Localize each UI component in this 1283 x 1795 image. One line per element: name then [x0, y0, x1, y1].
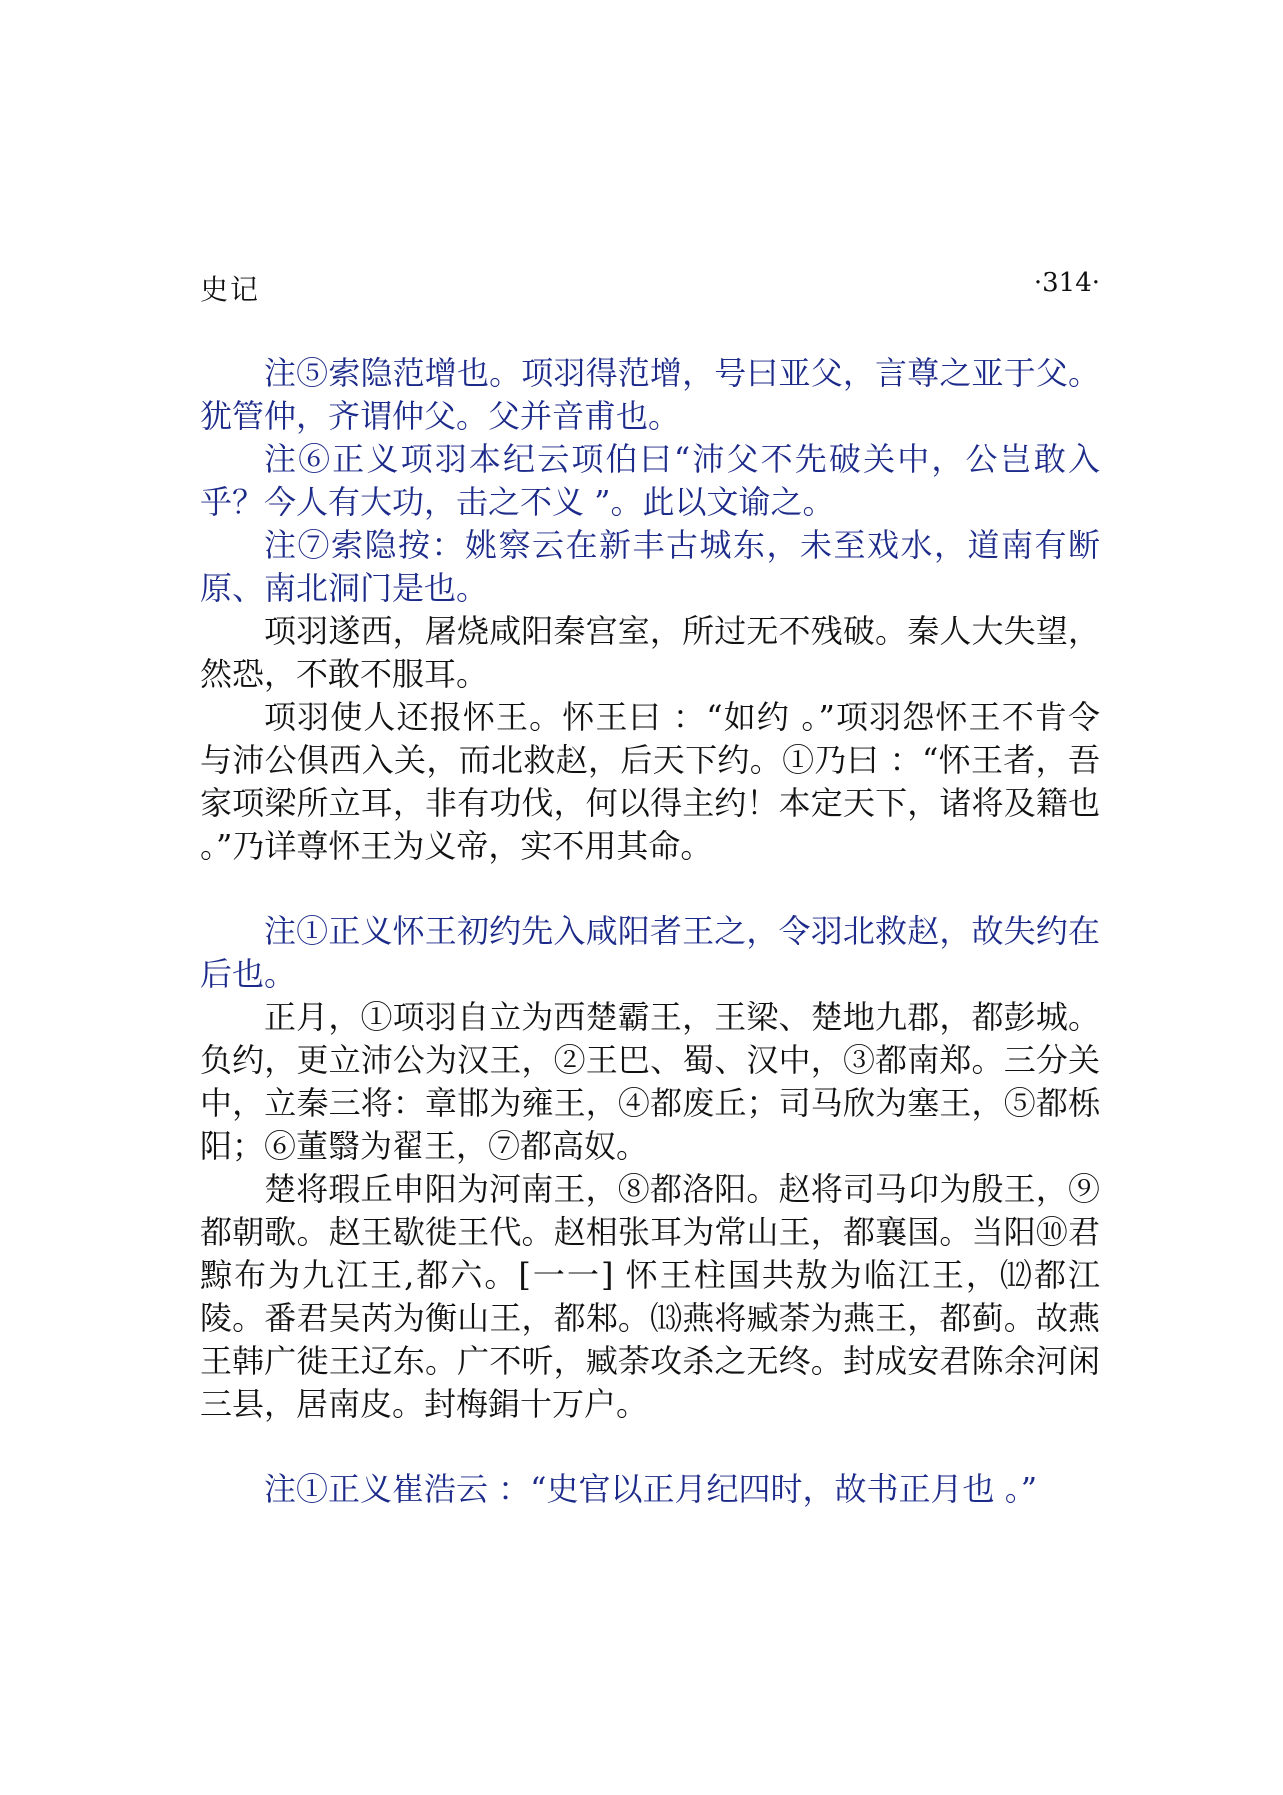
annotation-paragraph: 注⑦索隐按：姚察云在新丰古城东，未至戏水，道南有断原、南北洞门是也。	[200, 526, 1100, 607]
page-body	[200, 352, 1100, 1511]
annotation-paragraph: 注①正义怀王初约先入咸阳者王之，令羽北救赵，故失约在后也。	[200, 912, 1100, 993]
paragraph-gap	[200, 868, 1100, 910]
body-paragraph: 正月，①项羽自立为西楚霸王，王梁、楚地九郡，都彭城。负约，更立沛公为汉王，②王巴、蜀、汉中，③都南郑。三分关中，立秦三将：章邯为雍王，④都废丘；司马欣为塞王，⑤都栎阳；⑥董翳为翟王，⑦都高奴。	[200, 998, 1100, 1165]
body-paragraph: 楚将瑕丘申阳为河南王，⑧都洛阳。赵将司马卬为殷王，⑨都朝歌。赵王歇徙王代。赵相张耳为常山王，都襄国。当阳⑩君黥布为九江王,都六。[一一] 怀王柱国共敖为临江王，⑿都江陵。番君吴芮为衡山王，都邾。⒀燕将臧荼为燕王，都蓟。故燕王韩广徙王辽东。广不听，臧荼攻杀之无终。封成安君陈余河闲三县，居南皮。封梅鋗十万户。	[200, 1170, 1100, 1423]
annotation-paragraph: 注⑥正义项羽本纪云项伯曰“沛父不先破关中，公岂敢入乎？今人有大功，击之不义 ”。此以文谕之。	[200, 440, 1100, 521]
page-header	[200, 268, 1100, 308]
paragraph-gap	[200, 1426, 1100, 1468]
body-paragraph: 项羽使人还报怀王。怀王曰 ：“如约 。”项羽怨怀王不肯令与沛公俱西入关，而北救赵，后天下约。①乃曰 ：“怀王者，吾家项梁所立耳，非有功伐，何以得主约！本定天下，诸将及籍也 。”乃详尊怀王为义帝，实不用其命。	[200, 698, 1100, 865]
body-paragraph: 项羽遂西，屠烧咸阳秦宫室，所过无不残破。秦人大失望，然恐，不敢不服耳。	[200, 612, 1100, 693]
annotation-paragraph: 注①正义崔浩云 ：“史官以正月纪四时，故书正月也 。”	[264, 1470, 1038, 1508]
book-title: 史记	[200, 273, 261, 306]
annotation-paragraph: 注⑤索隐范增也。项羽得范增，号曰亚父，言尊之亚于父。犹管仲，齐谓仲父。父并音甫也。	[200, 354, 1100, 435]
page-number: ·314·	[1033, 268, 1100, 298]
